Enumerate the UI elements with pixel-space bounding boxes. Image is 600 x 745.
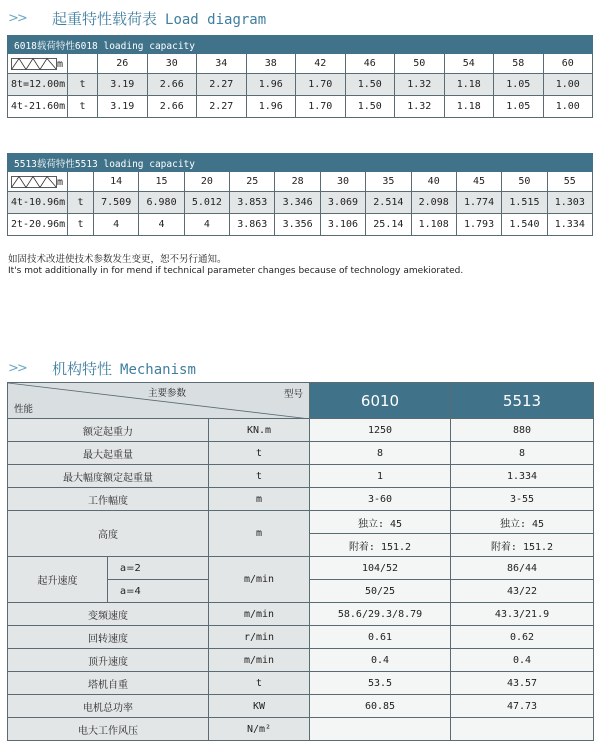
value-6010: 50/25 xyxy=(310,580,451,603)
value-6010: 独立: 45 xyxy=(310,511,451,534)
radius-cell: 40 xyxy=(411,172,456,192)
value-cell: 2.27 xyxy=(197,74,247,96)
load-table-6018 xyxy=(7,35,593,118)
table-row xyxy=(8,488,594,511)
mechanism-title-en: Mechanism xyxy=(120,362,196,378)
value-cell: 1.793 xyxy=(456,214,501,236)
table-row xyxy=(8,718,594,741)
value-5513: 0.62 xyxy=(451,626,594,649)
value-5513: 附着: 151.2 xyxy=(451,534,594,557)
note-cn: 如固技术改进使技术参数发生变更，恕不另行通知。 xyxy=(8,254,227,265)
value-5513: 3-55 xyxy=(451,488,594,511)
model-6010-header: 6010 xyxy=(310,383,451,419)
radius-cell: 15 xyxy=(139,172,184,192)
value-5513 xyxy=(451,718,594,741)
mechanism-title xyxy=(52,358,196,379)
param-unit: m/min xyxy=(209,649,310,672)
radius-cell: 60 xyxy=(543,54,593,74)
blank-cell xyxy=(68,54,98,74)
radius-cell: 20 xyxy=(184,172,229,192)
chevron-icon: >> xyxy=(8,361,26,376)
jib-header-cell xyxy=(8,172,68,192)
value-6010: 附着: 151.2 xyxy=(310,534,451,557)
row-unit: t xyxy=(68,192,94,214)
value-cell: 1.774 xyxy=(456,192,501,214)
value-cell: 2.514 xyxy=(366,192,411,214)
value-cell: 3.106 xyxy=(320,214,365,236)
radius-cell: 42 xyxy=(296,54,346,74)
param-name: 高度 xyxy=(8,511,209,557)
radius-cell: 14 xyxy=(94,172,139,192)
table-row xyxy=(8,557,594,580)
radius-cell: 46 xyxy=(345,54,395,74)
table-row xyxy=(8,419,594,442)
row-label: 2t-20.96m xyxy=(8,214,68,236)
radius-cell: 35 xyxy=(366,172,411,192)
value-cell: 3.356 xyxy=(275,214,320,236)
table-row xyxy=(8,442,594,465)
value-cell: 1.515 xyxy=(502,192,547,214)
param-unit: N/m² xyxy=(209,718,310,741)
model-5513-header: 5513 xyxy=(451,383,594,419)
value-6010: 53.5 xyxy=(310,672,451,695)
value-5513: 8 xyxy=(451,442,594,465)
value-5513: 47.73 xyxy=(451,695,594,718)
value-cell: 1.00 xyxy=(543,74,593,96)
value-6010: 0.61 xyxy=(310,626,451,649)
radius-cell: 54 xyxy=(444,54,494,74)
load-diagram-heading xyxy=(8,8,266,29)
value-cell: 1.50 xyxy=(345,96,395,118)
value-cell: 3.19 xyxy=(98,96,148,118)
param-unit: t xyxy=(209,465,310,488)
value-cell: 3.069 xyxy=(320,192,365,214)
value-cell: 2.66 xyxy=(147,74,197,96)
value-cell: 1.70 xyxy=(296,96,346,118)
load-diagram-title-cn: 起重特性载荷表 xyxy=(52,10,158,28)
radius-cell: 26 xyxy=(98,54,148,74)
radius-cell: 38 xyxy=(246,54,296,74)
value-cell: 3.863 xyxy=(230,214,275,236)
value-cell: 1.00 xyxy=(543,96,593,118)
param-unit: KN.m xyxy=(209,419,310,442)
model-label: 型号 xyxy=(284,389,304,400)
table-row xyxy=(8,192,593,214)
value-cell: 1.96 xyxy=(246,96,296,118)
mechanism-heading xyxy=(8,358,196,379)
chevron-icon: >> xyxy=(8,11,26,26)
value-6010: 1250 xyxy=(310,419,451,442)
load-diagram-title xyxy=(52,8,266,29)
value-6010: 58.6/29.3/8.79 xyxy=(310,603,451,626)
value-5513: 43/22 xyxy=(451,580,594,603)
sub-label: a=2 xyxy=(108,557,209,580)
value-cell: 3.853 xyxy=(230,192,275,214)
table-row xyxy=(8,626,594,649)
radius-cell: 25 xyxy=(230,172,275,192)
param-name: 最大幅度额定起重量 xyxy=(8,465,209,488)
row-unit: t xyxy=(68,96,98,118)
table-row xyxy=(8,695,594,718)
radius-cell: 30 xyxy=(320,172,365,192)
table-caption: 6018载荷特性6018 loading capacity xyxy=(8,36,593,54)
value-5513: 86/44 xyxy=(451,557,594,580)
param-name: 顶升速度 xyxy=(8,649,209,672)
row-label: 4t-21.60m xyxy=(8,96,68,118)
unit-m-label: m xyxy=(57,58,64,70)
param-name: 最大起重量 xyxy=(8,442,209,465)
radius-cell: 55 xyxy=(547,172,592,192)
table-row xyxy=(8,603,594,626)
value-5513: 独立: 45 xyxy=(451,511,594,534)
value-cell: 1.18 xyxy=(444,74,494,96)
value-cell: 1.05 xyxy=(494,96,544,118)
value-cell: 3.346 xyxy=(275,192,320,214)
table-row xyxy=(8,649,594,672)
main-params-label: 主要参数 xyxy=(148,388,187,399)
param-name: 工作幅度 xyxy=(8,488,209,511)
jib-icon xyxy=(11,176,57,188)
value-cell: 1.303 xyxy=(547,192,592,214)
value-cell: 2.27 xyxy=(197,96,247,118)
value-5513: 1.334 xyxy=(451,465,594,488)
value-cell: 7.509 xyxy=(94,192,139,214)
param-name: 电机总功率 xyxy=(8,695,209,718)
param-unit: m xyxy=(209,511,310,557)
value-cell: 4 xyxy=(94,214,139,236)
jib-icon xyxy=(11,58,57,70)
value-cell: 1.32 xyxy=(395,74,445,96)
table-caption: 5513载荷特性5513 loading capacity xyxy=(8,154,593,172)
load-table-5513 xyxy=(7,153,593,236)
radius-cell: 50 xyxy=(502,172,547,192)
value-cell: 1.96 xyxy=(246,74,296,96)
value-cell: 2.098 xyxy=(411,192,456,214)
param-unit: r/min xyxy=(209,626,310,649)
table-row xyxy=(8,511,594,534)
radius-cell: 50 xyxy=(395,54,445,74)
value-6010: 0.4 xyxy=(310,649,451,672)
value-6010 xyxy=(310,718,451,741)
value-5513: 880 xyxy=(451,419,594,442)
value-cell: 1.540 xyxy=(502,214,547,236)
jib-header-cell xyxy=(8,54,68,74)
unit-m-label: m xyxy=(57,176,64,188)
value-5513: 0.4 xyxy=(451,649,594,672)
mechanism-table xyxy=(7,382,594,741)
radius-cell: 30 xyxy=(147,54,197,74)
table-row xyxy=(8,465,594,488)
param-unit: m/min xyxy=(209,557,310,603)
value-cell: 1.50 xyxy=(345,74,395,96)
param-name: 电大工作风压 xyxy=(8,718,209,741)
note-en: It's mot additionally in for mend if technical parameter changes because of technology amekiorated. xyxy=(8,266,464,276)
value-6010: 60.85 xyxy=(310,695,451,718)
radius-cell: 58 xyxy=(494,54,544,74)
load-diagram-title-en: Load diagram xyxy=(165,12,267,28)
value-cell: 1.32 xyxy=(395,96,445,118)
value-6010: 8 xyxy=(310,442,451,465)
table-row xyxy=(8,74,593,96)
value-6010: 3-60 xyxy=(310,488,451,511)
value-6010: 104/52 xyxy=(310,557,451,580)
param-unit: KW xyxy=(209,695,310,718)
radius-cell: 45 xyxy=(456,172,501,192)
value-cell: 1.334 xyxy=(547,214,592,236)
value-cell: 2.66 xyxy=(147,96,197,118)
value-cell: 1.108 xyxy=(411,214,456,236)
radius-cell: 28 xyxy=(275,172,320,192)
value-cell: 3.19 xyxy=(98,74,148,96)
value-cell: 1.18 xyxy=(444,96,494,118)
row-unit: t xyxy=(68,214,94,236)
performance-label: 性能 xyxy=(14,404,34,415)
value-cell: 1.70 xyxy=(296,74,346,96)
param-name: 额定起重力 xyxy=(8,419,209,442)
value-cell: 1.05 xyxy=(494,74,544,96)
param-name: 起升速度 xyxy=(8,557,108,603)
param-unit: t xyxy=(209,442,310,465)
param-name: 回转速度 xyxy=(8,626,209,649)
param-unit: m xyxy=(209,488,310,511)
param-name: 塔机自重 xyxy=(8,672,209,695)
param-unit: t xyxy=(209,672,310,695)
value-cell: 5.012 xyxy=(184,192,229,214)
param-name: 变频速度 xyxy=(8,603,209,626)
value-cell: 4 xyxy=(139,214,184,236)
row-unit: t xyxy=(68,74,98,96)
blank-cell xyxy=(68,172,94,192)
value-cell: 25.14 xyxy=(366,214,411,236)
param-unit: m/min xyxy=(209,603,310,626)
value-5513: 43.3/21.9 xyxy=(451,603,594,626)
mechanism-title-cn: 机构特性 xyxy=(52,360,113,378)
value-cell: 6.980 xyxy=(139,192,184,214)
sub-label: a=4 xyxy=(108,580,209,603)
table-row xyxy=(8,672,594,695)
table-row xyxy=(8,96,593,118)
table-row xyxy=(8,214,593,236)
row-label: 8t=12.00m xyxy=(8,74,68,96)
value-cell: 4 xyxy=(184,214,229,236)
row-label: 4t-10.96m xyxy=(8,192,68,214)
value-5513: 43.57 xyxy=(451,672,594,695)
diagonal-header xyxy=(8,383,310,419)
value-6010: 1 xyxy=(310,465,451,488)
radius-cell: 34 xyxy=(197,54,247,74)
